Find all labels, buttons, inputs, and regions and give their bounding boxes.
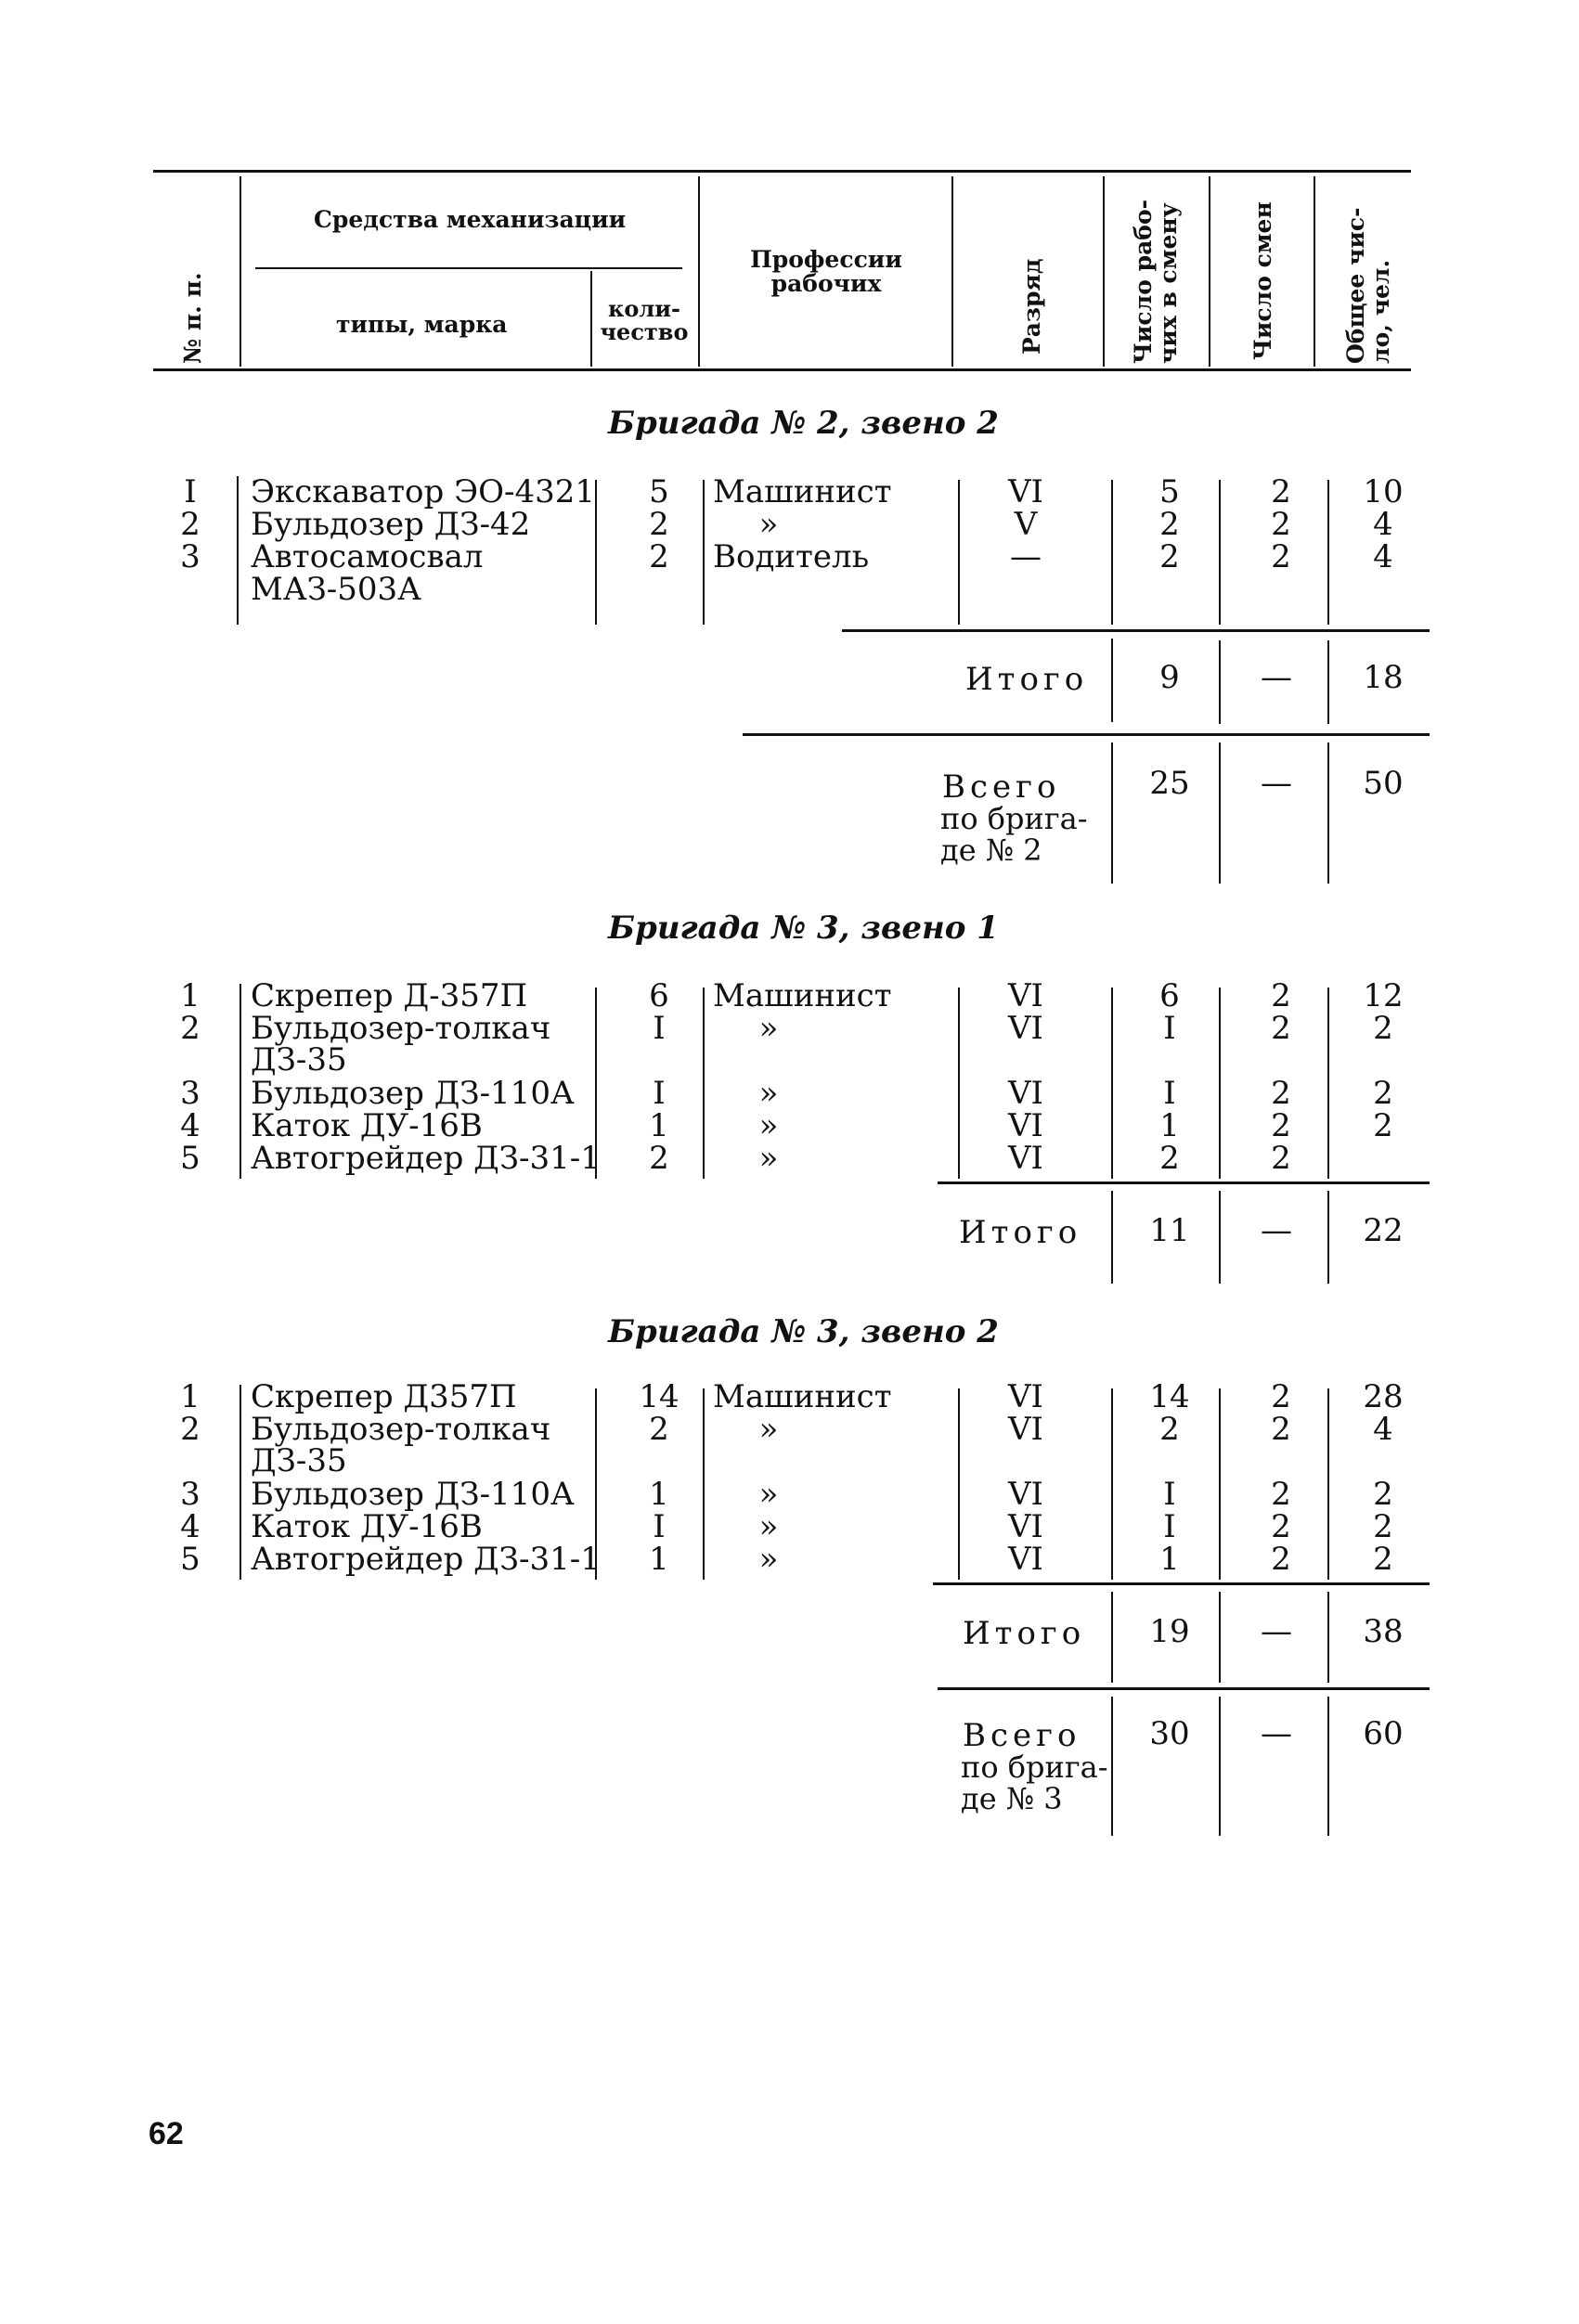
row-prof: »	[758, 1140, 779, 1177]
header-num: № п. п.	[179, 272, 206, 364]
vsego-shifts: —	[1261, 765, 1292, 802]
header-prof-line: рабочих	[770, 270, 882, 297]
header-qty-line: коли-	[607, 295, 681, 322]
row-workers: 14	[1149, 1378, 1190, 1415]
row-type: Скрепер Д357П	[251, 1378, 517, 1415]
col-divider	[1327, 640, 1329, 724]
row-grade: VI	[1008, 1107, 1043, 1144]
row-shifts: 2	[1271, 1075, 1291, 1112]
row-total: 28	[1363, 1378, 1404, 1415]
row-num: 2	[180, 506, 201, 543]
col-divider	[1111, 1388, 1113, 1580]
row-shifts: 2	[1271, 473, 1291, 510]
row-prof: Машинист	[713, 977, 892, 1014]
itogo-rule	[933, 1582, 1430, 1585]
row-prof: »	[758, 1010, 779, 1047]
header-workers-line: чих в смену	[1155, 202, 1182, 364]
row-grade: VI	[1008, 1075, 1043, 1112]
vsego-rule	[743, 733, 1430, 736]
header-workers-per-shift	[1131, 200, 1181, 364]
row-qty: 2	[649, 1140, 669, 1177]
col-divider	[239, 984, 241, 1179]
row-type: Бульдозер-толкач	[251, 1010, 551, 1047]
row-num: 2	[180, 1010, 201, 1047]
row-grade: VI	[1008, 1411, 1043, 1448]
page-number: 62	[149, 2116, 184, 2151]
itogo-workers: 9	[1159, 659, 1180, 696]
row-type-cont: МАЗ-503А	[251, 571, 421, 608]
row-type: Бульдозер-толкач	[251, 1411, 551, 1448]
col-divider	[1327, 480, 1329, 625]
col-divider	[1327, 742, 1329, 884]
header-total-line: Общее чис-	[1342, 207, 1369, 364]
row-prof: »	[758, 1508, 779, 1545]
row-prof: »	[758, 1107, 779, 1144]
col-divider	[958, 988, 960, 1179]
header-professions	[715, 248, 938, 296]
col-divider	[1111, 1697, 1113, 1836]
col-divider	[1219, 1388, 1221, 1580]
vsego-workers: 30	[1149, 1715, 1190, 1752]
row-total: 4	[1373, 538, 1393, 575]
header-divider	[951, 176, 953, 367]
itogo-label: Итого	[959, 1214, 1082, 1251]
col-divider	[703, 1388, 705, 1580]
col-divider	[1327, 1592, 1329, 1683]
row-workers: 2	[1159, 506, 1180, 543]
row-prof: »	[758, 1476, 779, 1513]
col-divider	[1327, 1191, 1329, 1284]
row-type-cont: ДЗ-35	[251, 1442, 347, 1479]
row-num: 5	[180, 1541, 201, 1578]
vsego-workers: 25	[1149, 765, 1190, 802]
row-grade: —	[1010, 538, 1042, 575]
vsego-shifts: —	[1261, 1715, 1292, 1752]
section-title: Бригада № 2, звено 2	[608, 405, 999, 442]
row-shifts: 2	[1271, 538, 1291, 575]
row-workers: I	[1163, 1010, 1176, 1047]
row-prof: Водитель	[713, 538, 870, 575]
row-total: 2	[1373, 1508, 1393, 1545]
row-grade: VI	[1008, 1378, 1043, 1415]
row-grade: VI	[1008, 473, 1043, 510]
header-mech-group: Средства механизации	[314, 206, 627, 233]
row-type: Автосамосвал	[251, 538, 484, 575]
mech-group-rule	[255, 267, 682, 269]
row-num: 1	[180, 1378, 201, 1415]
row-qty: 2	[649, 506, 669, 543]
row-type: Скрепер Д-357П	[251, 977, 528, 1014]
row-shifts: 2	[1271, 506, 1291, 543]
row-prof: Машинист	[713, 473, 892, 510]
row-shifts: 2	[1271, 1010, 1291, 1047]
vsego-label: по брига-	[940, 801, 1088, 836]
row-num: 5	[180, 1140, 201, 1177]
header-divider	[698, 176, 700, 367]
row-qty: 2	[649, 1411, 669, 1448]
row-workers: 2	[1159, 1411, 1180, 1448]
row-workers: 6	[1159, 977, 1180, 1014]
row-num: 4	[180, 1107, 201, 1144]
row-prof: »	[758, 506, 779, 543]
row-shifts: 2	[1271, 977, 1291, 1014]
vsego-label: по брига-	[961, 1749, 1108, 1785]
row-grade: VI	[1008, 977, 1043, 1014]
col-divider	[1327, 988, 1329, 1179]
col-divider	[1111, 988, 1113, 1179]
row-qty: I	[653, 1010, 666, 1047]
row-prof: »	[758, 1075, 779, 1112]
col-divider	[595, 480, 597, 625]
col-divider	[237, 476, 239, 625]
itogo-rule	[842, 629, 1430, 632]
row-type: Автогрейдер ДЗ-31-1	[251, 1541, 601, 1578]
row-workers: 1	[1159, 1541, 1180, 1578]
header-types: типы, марка	[336, 311, 508, 338]
row-workers: 1	[1159, 1107, 1180, 1144]
header-total-people	[1343, 208, 1393, 364]
header-shifts: Число смен	[1249, 201, 1276, 360]
row-total: 2	[1373, 1010, 1393, 1047]
row-qty: I	[653, 1508, 666, 1545]
row-shifts: 2	[1271, 1140, 1291, 1177]
row-total: 12	[1363, 977, 1404, 1014]
col-divider	[1111, 639, 1113, 722]
itogo-total: 18	[1363, 659, 1404, 696]
col-divider	[1219, 1697, 1221, 1836]
col-divider	[1219, 1592, 1221, 1683]
row-total: 2	[1373, 1476, 1393, 1513]
row-shifts: 2	[1271, 1107, 1291, 1144]
itogo-total: 38	[1363, 1613, 1404, 1650]
row-num: I	[184, 473, 197, 510]
header-divider	[1103, 176, 1105, 367]
header-total-line: ло, чел.	[1367, 259, 1394, 364]
row-total: 4	[1373, 506, 1393, 543]
col-divider	[1111, 742, 1113, 884]
row-qty: 5	[649, 473, 669, 510]
row-total: 2	[1373, 1107, 1393, 1144]
row-num: 1	[180, 977, 201, 1014]
col-divider	[703, 480, 705, 625]
col-divider	[1219, 480, 1221, 625]
row-workers: I	[1163, 1075, 1176, 1112]
row-grade: VI	[1008, 1140, 1043, 1177]
row-type-cont: ДЗ-35	[251, 1041, 347, 1078]
row-grade: VI	[1008, 1476, 1043, 1513]
vsego-total: 50	[1363, 765, 1404, 802]
row-type: Каток ДУ-16В	[251, 1508, 483, 1545]
vsego-label: де № 3	[961, 1781, 1063, 1816]
row-shifts: 2	[1271, 1378, 1291, 1415]
row-total: 10	[1363, 473, 1404, 510]
row-qty: 1	[649, 1107, 669, 1144]
col-divider	[958, 1388, 960, 1580]
row-grade: VI	[1008, 1508, 1043, 1545]
row-workers: 2	[1159, 1140, 1180, 1177]
itogo-workers: 19	[1149, 1613, 1190, 1650]
row-qty: 14	[639, 1378, 679, 1415]
col-divider	[1327, 1697, 1329, 1836]
row-type: Экскаватор ЭО-4321	[251, 473, 595, 510]
header-prof-line: Профессии	[750, 246, 902, 273]
col-divider	[1219, 742, 1221, 884]
header-top-rule	[153, 170, 1411, 173]
row-shifts: 2	[1271, 1411, 1291, 1448]
vsego-rule	[938, 1687, 1430, 1690]
row-type: Бульдозер ДЗ-110А	[251, 1075, 575, 1112]
col-divider	[1219, 640, 1221, 724]
row-num: 3	[180, 1075, 201, 1112]
row-shifts: 2	[1271, 1508, 1291, 1545]
header-bottom-rule	[153, 368, 1411, 371]
row-qty: 6	[649, 977, 669, 1014]
itogo-rule	[938, 1181, 1430, 1184]
itogo-workers: 11	[1149, 1212, 1190, 1249]
row-qty: I	[653, 1075, 666, 1112]
row-num: 2	[180, 1411, 201, 1448]
row-type: Автогрейдер ДЗ-31-1	[251, 1140, 601, 1177]
row-num: 3	[180, 538, 201, 575]
col-divider	[703, 988, 705, 1179]
vsego-label: Всего	[942, 768, 1061, 806]
header-qty-line: чество	[600, 318, 689, 345]
header-workers-line: Число рабо-	[1130, 199, 1157, 364]
row-qty: 1	[649, 1541, 669, 1578]
col-divider	[1111, 480, 1113, 625]
section-title: Бригада № 3, звено 2	[608, 1313, 999, 1350]
header-divider	[1209, 176, 1210, 367]
itogo-shifts: —	[1261, 659, 1292, 696]
row-grade: V	[1014, 506, 1038, 543]
row-shifts: 2	[1271, 1476, 1291, 1513]
col-divider	[958, 480, 960, 625]
col-divider	[1219, 988, 1221, 1179]
row-type: Каток ДУ-16В	[251, 1107, 483, 1144]
itogo-total: 22	[1363, 1212, 1404, 1249]
itogo-label: Итого	[965, 661, 1089, 698]
header-qty	[590, 297, 698, 343]
row-grade: VI	[1008, 1010, 1043, 1047]
row-type: Бульдозер ДЗ-110А	[251, 1476, 575, 1513]
row-qty: 2	[649, 538, 669, 575]
row-qty: 1	[649, 1476, 669, 1513]
row-prof: Машинист	[713, 1378, 892, 1415]
row-num: 3	[180, 1476, 201, 1513]
header-grade: Разряд	[1018, 258, 1045, 355]
vsego-label: Всего	[963, 1717, 1081, 1754]
itogo-shifts: —	[1261, 1613, 1292, 1650]
row-workers: I	[1163, 1508, 1176, 1545]
row-total: 2	[1373, 1075, 1393, 1112]
row-workers: I	[1163, 1476, 1176, 1513]
vsego-total: 60	[1363, 1715, 1404, 1752]
col-divider	[1111, 1191, 1113, 1284]
row-type: Бульдозер ДЗ-42	[251, 506, 531, 543]
row-workers: 2	[1159, 538, 1180, 575]
row-total: 4	[1373, 1411, 1393, 1448]
col-divider	[1111, 1592, 1113, 1683]
row-grade: VI	[1008, 1541, 1043, 1578]
row-prof: »	[758, 1541, 779, 1578]
section-title: Бригада № 3, звено 1	[608, 910, 999, 947]
itogo-shifts: —	[1261, 1212, 1292, 1249]
vsego-label: де № 2	[940, 833, 1042, 868]
row-num: 4	[180, 1508, 201, 1545]
row-total: 2	[1373, 1541, 1393, 1578]
col-divider	[1219, 1191, 1221, 1284]
col-divider	[1327, 1388, 1329, 1580]
header-divider	[1314, 176, 1315, 367]
header-divider	[239, 176, 241, 367]
itogo-label: Итого	[963, 1615, 1086, 1652]
col-divider	[239, 1385, 241, 1580]
row-workers: 5	[1159, 473, 1180, 510]
row-shifts: 2	[1271, 1541, 1291, 1578]
row-prof: »	[758, 1411, 779, 1448]
